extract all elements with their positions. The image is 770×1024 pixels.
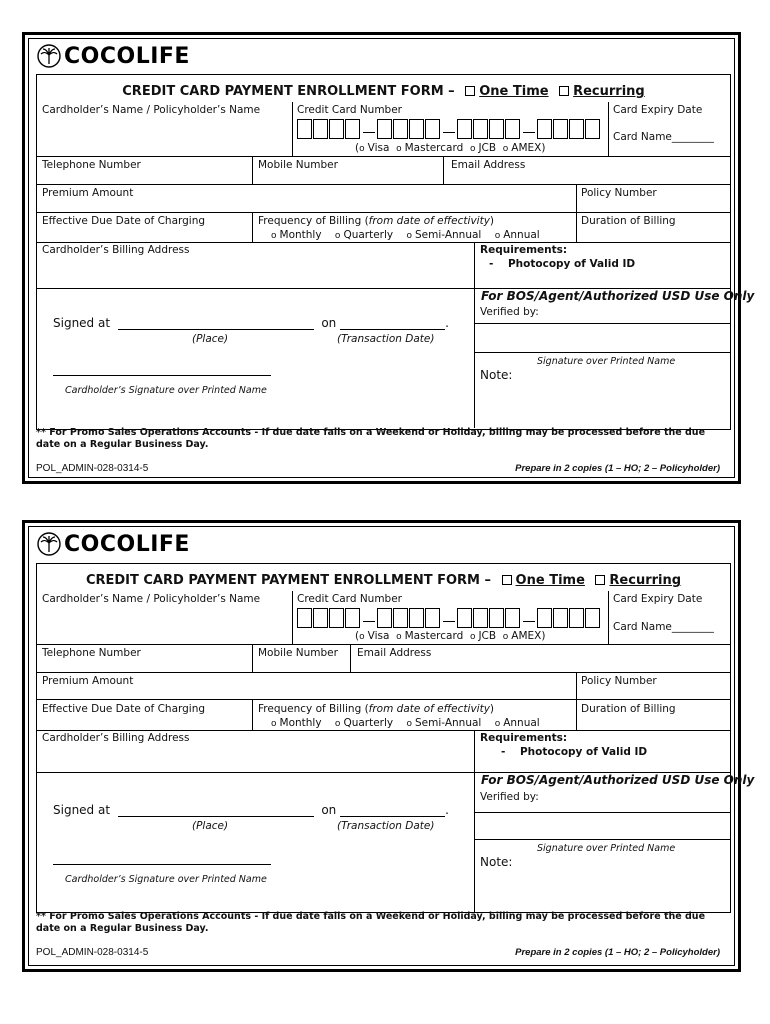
cc-digit-box[interactable] [297, 608, 312, 628]
cc-digit-box[interactable] [505, 119, 520, 139]
cc-digit-box[interactable] [377, 608, 392, 628]
cc-digit-box[interactable] [393, 608, 408, 628]
one-time-label: One Time [515, 573, 585, 588]
cc-digit-box[interactable] [585, 608, 600, 628]
brand-name: COCOLIFE [64, 531, 190, 557]
card-type-options: (o Visa o Mastercard o JCB o AMEX) [355, 630, 546, 642]
email-label: Email Address [357, 647, 432, 659]
promo-note: ** For Promo Sales Operations Accounts - If due date falls on a Weekend or Holiday, billing may be processed before the due date on a Regular Business Day. [36, 427, 706, 450]
radio-icon[interactable]: o [494, 719, 501, 729]
cc-digit-box[interactable] [489, 119, 504, 139]
radio-icon[interactable]: o [469, 144, 476, 154]
verified-by-label: Verified by: [480, 306, 539, 318]
frequency-options: o Monthly o Quarterly o Semi-Annual o Annual [271, 229, 540, 241]
form-title-text: CREDIT CARD PAYMENT ENROLLMENT FORM – [122, 84, 455, 99]
cc-digit-box[interactable] [377, 119, 392, 139]
cc-digit-box[interactable] [457, 119, 472, 139]
card-number-boxes[interactable] [297, 608, 601, 628]
cc-digit-box[interactable] [569, 608, 584, 628]
cc-digit-box[interactable] [409, 608, 424, 628]
duration-label: Duration of Billing [581, 215, 676, 227]
recurring-checkbox[interactable] [595, 575, 605, 585]
frequency-options: o Monthly o Quarterly o Semi-Annual o Annual [271, 717, 540, 729]
note-label: Note: [480, 368, 513, 382]
verified-by-label: Verified by: [480, 791, 539, 803]
signature-printed-label: Signature over Printed Name [537, 356, 676, 367]
radio-icon[interactable]: o [271, 719, 277, 729]
bos-use-label: For BOS/Agent/Authorized USD Use Only [481, 773, 755, 787]
radio-icon[interactable]: o [406, 231, 413, 241]
radio-icon[interactable]: o [334, 719, 341, 729]
cardholder-name-label: Cardholder’s Name / Policyholder’s Name [42, 593, 261, 605]
copies-note: Prepare in 2 copies (1 – HO; 2 – Policyholder) [515, 947, 720, 958]
cc-digit-box[interactable] [553, 608, 568, 628]
billing-address-label: Cardholder’s Billing Address [42, 244, 190, 256]
billing-address-label: Cardholder’s Billing Address [42, 732, 190, 744]
place-line[interactable] [118, 816, 314, 817]
card-expiry-label: Card Expiry Date [613, 593, 703, 605]
cc-digit-box[interactable] [329, 119, 344, 139]
cc-digit-box[interactable] [489, 608, 504, 628]
frequency-label: Frequency of Billing (from date of effectivity) [258, 215, 495, 227]
radio-icon[interactable]: o [334, 231, 341, 241]
card-name-label: Card Name________ [613, 621, 714, 633]
palm-tree-icon [37, 44, 61, 68]
mobile-label: Mobile Number [258, 647, 338, 659]
one-time-checkbox[interactable] [502, 575, 512, 585]
radio-icon[interactable]: o [359, 144, 365, 154]
form-grid [36, 563, 755, 913]
place-caption: (Place) [192, 820, 229, 832]
palm-tree-icon [37, 532, 61, 556]
date-line[interactable] [340, 329, 445, 330]
bos-use-label: For BOS/Agent/Authorized USD Use Only [481, 289, 755, 303]
note-label: Note: [480, 855, 513, 869]
cc-digit-box[interactable] [345, 608, 360, 628]
premium-amount-label: Premium Amount [42, 675, 134, 687]
effective-due-date-label: Effective Due Date of Charging [42, 703, 206, 715]
radio-icon[interactable]: o [502, 144, 509, 154]
recurring-label: Recurring [609, 573, 682, 588]
one-time-checkbox[interactable] [465, 86, 475, 96]
copies-note: Prepare in 2 copies (1 – HO; 2 – Policyholder) [515, 463, 720, 474]
cardholder-name-label: Cardholder’s Name / Policyholder’s Name [42, 104, 261, 116]
cc-digit-box[interactable] [457, 608, 472, 628]
cc-digit-box[interactable] [425, 608, 440, 628]
cardholder-signature-line[interactable] [53, 864, 271, 865]
form-code: POL_ADMIN-028-0314-5 [36, 947, 149, 958]
cc-digit-box[interactable] [585, 119, 600, 139]
promo-note: ** For Promo Sales Operations Accounts - If due date falls on a Weekend or Holiday, billing may be processed before the due date on a Regular Business Day. [36, 911, 706, 934]
form-title [37, 84, 730, 99]
mobile-label: Mobile Number [258, 159, 338, 171]
cc-digit-box[interactable] [313, 608, 328, 628]
cc-digit-box[interactable] [473, 119, 488, 139]
email-label: Email Address [451, 159, 526, 171]
cc-digit-box[interactable] [425, 119, 440, 139]
cc-digit-box[interactable] [473, 608, 488, 628]
policy-number-label: Policy Number [581, 675, 657, 687]
premium-amount-label: Premium Amount [42, 187, 134, 199]
cc-digit-box[interactable] [537, 608, 552, 628]
radio-icon[interactable]: o [502, 632, 509, 642]
cardholder-signature-line[interactable] [53, 375, 271, 376]
radio-icon[interactable]: o [396, 632, 402, 642]
credit-card-number-label: Credit Card Number [297, 104, 402, 116]
cardholder-signature-caption: Cardholder’s Signature over Printed Name [65, 385, 267, 396]
credit-card-number-label: Credit Card Number [297, 593, 402, 605]
cc-digit-box[interactable] [553, 119, 568, 139]
card-name-label: Card Name________ [613, 131, 714, 143]
policy-number-label: Policy Number [581, 187, 657, 199]
radio-icon[interactable]: o [359, 632, 365, 642]
recurring-checkbox[interactable] [559, 86, 569, 96]
recurring-label: Recurring [573, 84, 645, 99]
radio-icon[interactable]: o [271, 231, 277, 241]
cc-digit-box[interactable] [393, 119, 408, 139]
telephone-label: Telephone Number [42, 159, 141, 171]
card-number-boxes[interactable] [297, 119, 601, 139]
cc-digit-box[interactable] [537, 119, 552, 139]
requirement-item: - Photocopy of Valid ID [489, 258, 636, 270]
duration-label: Duration of Billing [581, 703, 676, 715]
telephone-label: Telephone Number [42, 647, 141, 659]
cocolife-logo [37, 43, 190, 69]
brand-name: COCOLIFE [64, 43, 190, 69]
signature-printed-label: Signature over Printed Name [537, 843, 676, 854]
signed-at-row: Signed at on . [53, 316, 449, 330]
form-title [37, 573, 730, 588]
cc-digit-box[interactable] [329, 608, 344, 628]
cc-digit-box[interactable] [409, 119, 424, 139]
transaction-date-caption: (Transaction Date) [337, 333, 435, 345]
card-expiry-label: Card Expiry Date [613, 104, 703, 116]
signed-at-row: Signed at on . [53, 803, 449, 817]
requirements-label: Requirements: [480, 244, 568, 256]
cc-digit-box[interactable] [505, 608, 520, 628]
place-line[interactable] [118, 329, 314, 330]
date-line[interactable] [340, 816, 445, 817]
form-title-text: CREDIT CARD PAYMENT PAYMENT ENROLLMENT FORM – [85, 573, 492, 588]
cardholder-signature-caption: Cardholder’s Signature over Printed Name [65, 874, 267, 885]
requirement-item: - Photocopy of Valid ID [501, 746, 648, 758]
cocolife-logo [37, 531, 190, 557]
radio-icon[interactable]: o [469, 632, 476, 642]
cc-digit-box[interactable] [297, 119, 312, 139]
cc-digit-box[interactable] [313, 119, 328, 139]
form-grid [36, 74, 755, 430]
place-caption: (Place) [192, 333, 229, 345]
effective-due-date-label: Effective Due Date of Charging [42, 215, 206, 227]
cc-digit-box[interactable] [569, 119, 584, 139]
one-time-label: One Time [479, 84, 549, 99]
form-code: POL_ADMIN-028-0314-5 [36, 463, 149, 474]
frequency-label: Frequency of Billing (from date of effectivity) [258, 703, 495, 715]
transaction-date-caption: (Transaction Date) [337, 820, 435, 832]
radio-icon[interactable]: o [396, 144, 402, 154]
requirements-label: Requirements: [480, 732, 568, 744]
cc-digit-box[interactable] [345, 119, 360, 139]
enrollment-form-copy-2 [22, 520, 755, 972]
radio-icon[interactable]: o [494, 231, 501, 241]
enrollment-form-copy-1 [22, 32, 755, 484]
radio-icon[interactable]: o [406, 719, 413, 729]
card-type-options: (o Visa o Mastercard o JCB o AMEX) [355, 142, 546, 154]
